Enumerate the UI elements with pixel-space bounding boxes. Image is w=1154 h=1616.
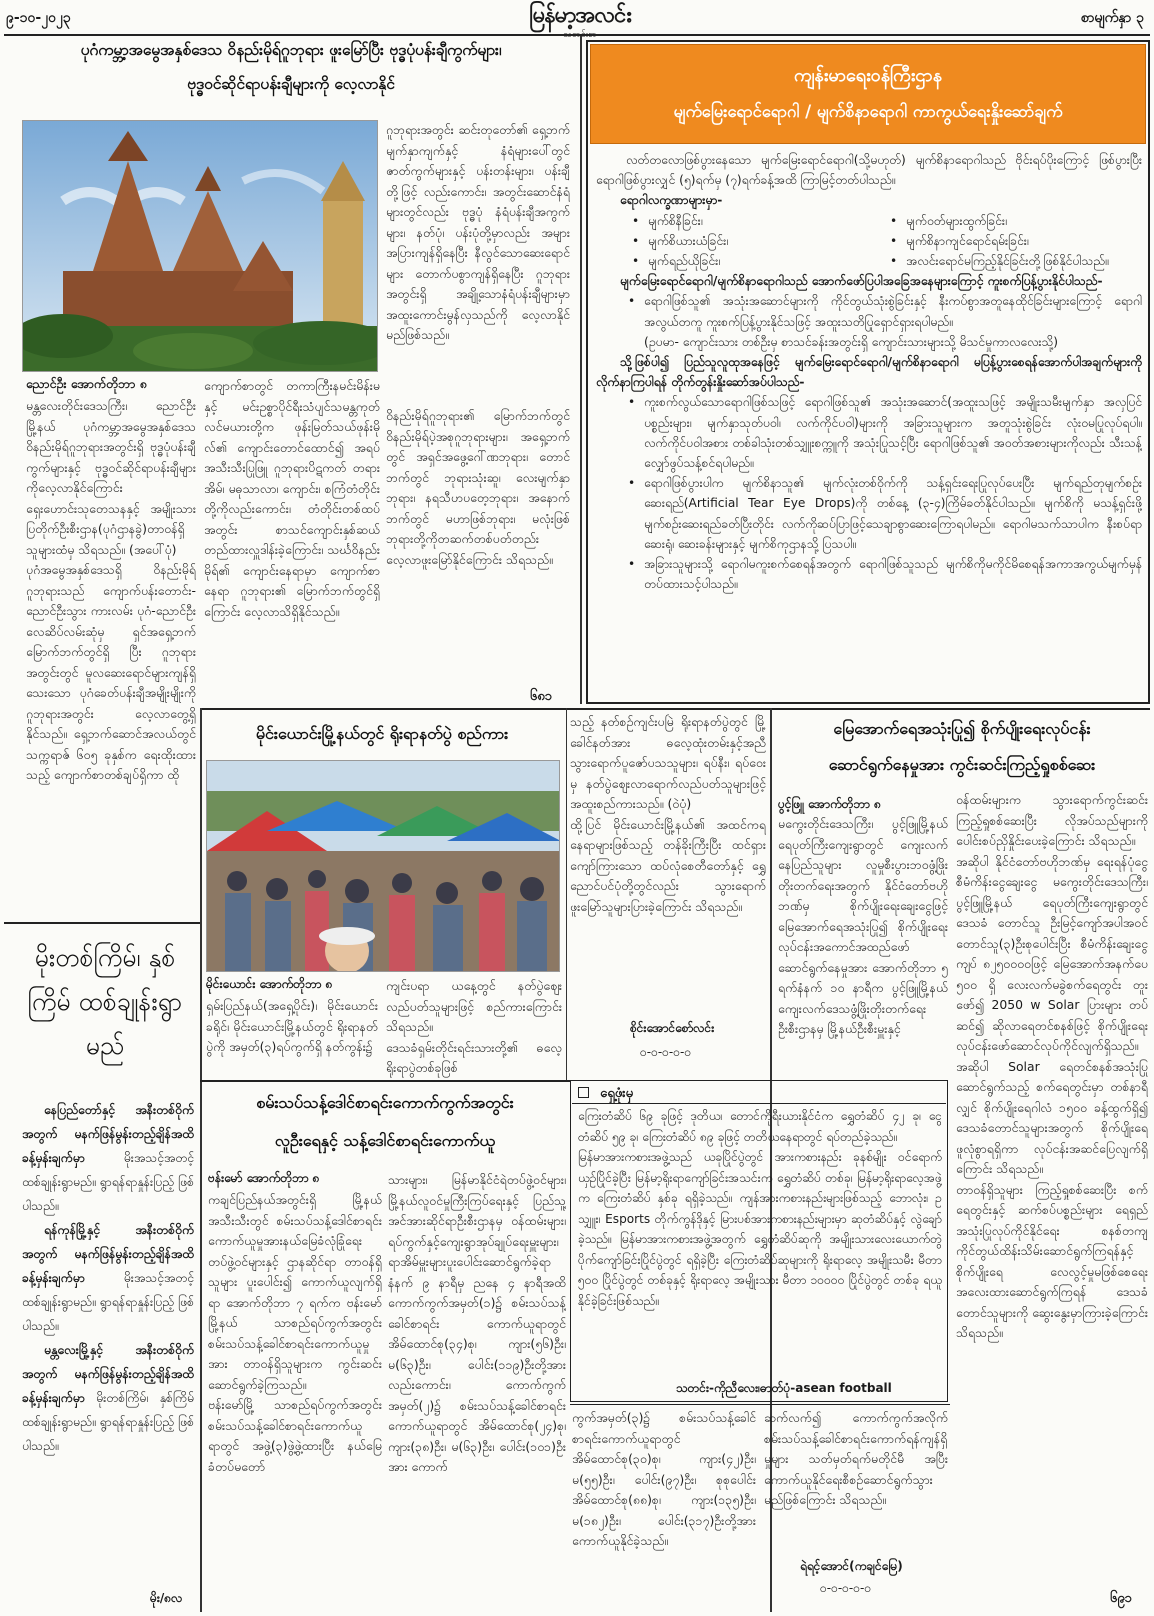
census-col-1: သားများ၊ မြန်မာနိုင်ငံရဲတပ်ဖွဲ့ဝင်များ၊ မြို့နယ်လူဝင်မှုကြီးကြပ်ရေးနှင့် ပြည်သူ့အင်အားဆိုင်ရာဦးစီးဌာနမှ ဝန်ထမ်းများ၊ ရပ်ကွက်နှင့်ကျေးရွာအုပ်ချုပ်ရေးမှူးများ၊ ရာအိမ်မှူးများပူးပေါင်းဆောင်ရွက်ခဲ့ရာ နံနက် ၉ နာရီမှ ညနေ ၄ နာရီအထိ ကောက်ကွက်အမှတ်(၁)၌ စမ်းသပ်သန့်ခေါင်စာရင်း ကောက်ယူရာတွင် အိမ်ထောင်စု(၃၄)စု၊ ကျား(၅၆)ဦး၊ မ(၆၃)ဦး၊ ပေါင်း(၁၁၉)ဦးတို့အား လည်းကောင်း၊ ကောက်ကွက်အမှတ်(၂)၌ စမ်းသပ်သန့်ခေါင်စာရင်းကောက်ယူရာတွင် အိမ်ထောင်စု(၂၄)စု၊ ကျား(၃၈)ဦး၊ မ(၆၃)ဦး၊ ပေါင်း(၁၀၁)ဦးအား ကောက် [388,1172,566,1474]
weather-p2: မိုးအသင့်အတင့် ထစ်ချုန်းရွာမည်။ ရွာရန်ရာနှုန်းပြည့် ဖြစ်ပါသည်။ [22,1271,194,1333]
symptoms-title: ရောဂါလက္ခဏာများမှာ- [620,193,723,208]
census-headline-2: လူဦးရေနှင့် သန့်ဒေါင်စာရင်းကောက်ယူ [274,1131,496,1150]
farm-byline: ပွင့်ဖြူ အောက်တိုဘာ ၈ [778,797,881,811]
sports-body: ကြေးတံဆိပ် ၆၉ ခုဖြင့် ဒုတိယ၊ တောင်ကိုရီးယားနိုင်ငံက ရွှေတံဆိပ် ၄၂ ခု၊ ငွေတံဆိပ် ၅၉ ခု၊ ကြေးတံဆိပ် ၈၉ ခုဖြင့် တတိယနေရာတွင် ရပ်တည်ခဲ့သည်။ မြန်မာအားကစားအဖွဲ့သည် ယခုပြိုင်ပွဲတွင် အားကစားနည်း ခုနစ်မျိုး ဝင်ရောက်ယှဉ်ပြိုင်ခဲ့ပြီး မြန်မာ့ရိုးရာကျော်ခြင်းအသင်းက ရွှေတံဆိပ် တစ်ခု၊ မြန်မာ့ရိုးရာလေ့အဖွဲ့က ကြေးတံဆိပ် နှစ်ခု ရရှိခဲ့သည်။ ကျန်အားကစားနည်းများဖြစ်သည့် ဘောလုံး၊ ဥသျှူး၊ Esports တိုက်ကွန်ဒိုနှင့် မြားပစ်အားကစားနည်းများမှာ ဆုတံဆိပ်နှင့် လွဲချော်ခဲ့သည်။ မြန်မာအားကစားအဖွဲ့အတွက် ရွှေတံဆိပ်ဆုကို အမျိုးသားလေးယောက်တွဲ ပိုက်ကျော်ခြင်းပြိုင်ပွဲတွင် ရရှိခဲ့ပြီး ကြေးတံဆိပ်ဆုများကို ရိုးရာလေ့ အမျိုးသမီး မီတာ ၅၀၀ ပြိုင်ပွဲတွင် တစ်ခုနှင့် ရိုးရာလေ့ အမျိုးသား မီတာ ၁၀၀၀၀ ပြိုင်ပွဲတွင် တစ်ခု ရယူနိုင်ခဲ့ခြင်းဖြစ်သည်။ [578,1109,942,1308]
market-col-1: ကျင်းပရာ ယနေ့တွင် နတ်ပွဲဈေးလည်ပတ်သူများဖြင့် စည်ကားကြောင်း သိရသည်။ ဒေသခံရှမ်းတိုင်းရင်းသားတို့၏ ဓလေ့ရိုးရာပွဲတစ်ခုဖြစ် [386,978,562,1075]
page-number: စာမျက်နှာ ၃ [1080,10,1144,26]
bagan-col-1: ကျောက်စာတွင် တကာကြီးနမင်းမိန်းမနှင့် မင်းဥစ္စာပိုင်ရီးသံပျင်သမန္တကုတ်လင်မယားတို့က ဖုန်းမြတ်သယ်ဖုန်းမိုလ်၏ ကျောင်းတောင်ထောင်၍ အရပ်အသီးသီးပြုဖြူ ဂူဘုရားပိဋကတ် တရားအိမ်၊ မဓုသာလာ၊ ကျောင်း၊ စကြံတံတိုင်းတို့ကိုလည်းကောင်း၊ တံတိုင်းတစ်ထပ်အတွင်း စာသင်ကျောင်းနှစ်ဆယ် တည်ထားလှူဒါန်းခဲ့ကြောင်း၊ သင်္ဃဝိနည်းမိုရ်၏ ကျောင်းနေရာမှာ ကျောက်စာနေရာ ဂူဘုရား၏ မြောက်ဘက်တွင်ရှိကြောင်း လေ့လာသိရှိနိုင်သည်။ [204,378,380,619]
symptom-item: • မျက်ရည်ယိုခြင်း၊ [626,251,884,271]
prevent-item: • ရောဂါဖြစ်ပွားပါက မျက်စိနာသူ၏ မျက်လုံးတစ်ဝိုက်ကို သန့်ရှင်းရေးပြုလုပ်ပေးပြီး မျက်ရည်တုမျက်စဉ်း ဆေးရည်(Artificial Tear Eye Drops)ကို တစ်နေ့ (၃-၄)ကြိမ်ခတ်နိုင်ပါသည်။ မျက်စိကို မသန့်ရှင်းဖို့ မျက်စဉ်းဆေးရည်ခတ်ပြီးတိုင်း လက်ကိုဆပ်ပြာဖြင့်သေချာစွာဆေးကြောရပါမည်။ ရောဂါမသက်သာပါက နီးစပ်ရာဆေးရုံ၊ ဆေးခန်းများနှင့် မျက်စိကုဌာနသို့ ပြသပါ။ [622,473,1142,554]
prevent-lead: သို့ဖြစ်ပါ၍ ပြည်သူလူထုအနေဖြင့် မျက်မြေးရောင်ရောဂါ/မျက်စိနာရောဂါ မပြန့်ပွားစေရန်အောက်ပါအချက်များကို လိုက်နာကြပါရန် တိုက်တွန်းနှိုးဆော်အပ်ပါသည်- [596,355,1142,390]
page-signature: ၆၉၁ [1110,1591,1132,1606]
symptom-item: • မျက်စိနီခြင်း၊ [626,211,884,231]
checkbox-icon [578,1087,589,1098]
symptoms-grid [596,211,1142,272]
census-split-rule [570,1404,950,1405]
health-banner [590,44,1146,144]
bagan-temple-photo [22,120,378,372]
masthead-title: မြန်မာ့အလင်း [529,2,631,28]
market-end-mark: ၀-၀-၀-၀-၀ [640,1045,692,1059]
bagan-headline-2: ဗုဒ္ဓဝင်ဆိုင်ရာပန်းချီများကို လေ့လာနိုင် [187,75,395,93]
divider-left-col [200,708,202,1612]
symptom-item: • အလင်းရောင်မကြည့်နိုင်ခြင်းတို့ဖြစ်နိုင်ပါသည်။ [884,251,1142,271]
health-intro [596,150,1142,700]
market-col-2: သည့် နတ်စဉ်ကျင်းပမြဲ ရိုးရာနတ်ပွဲတွင် မြို့ခေါင်နတ်အား ဓလေ့ထုံးတမ်းနှင့်အညီ သွားရောက်ပူဇော်ပသသူများ၊ ရပ်နီး၊ ရပ်ဝေးမှ နတ်ပွဲဈေးလာရောက်လည်ပတ်သူများဖြင့် အထူးစည်ကားသည်။ (ဝဲပုံ) ထို့ပြင် မိုင်းယောင်းမြို့နယ်၏ အထင်ကရနေရာများဖြစ်သည့် တန်ခိုးကြီးပြီး ထင်ရှားကျော်ကြားသော ထပ်လုံစေတီတော်နှင့် ရွှေညောင်ပင်ပုံတို့တွင်လည်း သွားရောက် ဖူးမြော်သူများပြားခဲ့ကြောင်း သိရသည်။ [570,714,766,914]
temple-image [23,121,378,372]
sports-signature: သတင်း-ကိုညီလေး၊ဓာတ်ပုံ-asean football [676,1381,892,1395]
census-col-3: ဆက်လက်၍ ကောက်ကွက်အလိုက် စမ်းသပ်သန့်ခေါင်စာရင်းကောက်ရန်ကျန်ရှိမှုများ သတ်မှတ်ရက်မတိုင်မီ အပြီးကောက်ယူနိုင်ရေးစီစဉ်ဆောင်ရွက်သွားမည်ဖြစ်ကြောင်း သိရသည်။ [764,1410,948,1507]
census-top-rule [200,1080,570,1082]
health-intro-text: လတ်တလောဖြစ်ပွားနေသော မျက်မြေးရောင်ရောဂါ(သို့မဟုတ်) မျက်စိနာရောဂါသည် ဗိုင်းရပ်ပိုးကြောင့် ဖြစ်ပွားပြီး ရောဂါဖြစ်ပွားလျှင် (၅)ရက်မှ (၇)ရက်ခန့်အထိ ကြာမြင့်တတ်ပါသည်။ [596,153,1142,188]
symptom-item: • မျက်ဝတ်များထွက်ခြင်း၊ [884,211,1142,231]
census-col-0: ကချင်ပြည်နယ်အတွင်းရှိ မြို့နယ်အသီးသီးတွင် စမ်းသပ်သန့်ဒေါင်စာရင်းကောက်ယူမှုအားနယ်မြေခံလုံခြုံရေးတပ်ဖွဲ့ဝင်များနှင့် ဌာနဆိုင်ရာ တာဝန်ရှိသူများ ပူးပေါင်း၍ ကောက်ယူလျက်ရှိရာ အောက်တိုဘာ ၇ ရက်က ဗန်းမော်မြို့နယ် သာစည်ရပ်ကွက်အတွင်း စမ်းသပ်သန့်ခေါင်စာရင်းကောက်ယူမှုအား တာဝန်ရှိသူများက ကွင်းဆင်းဆောင်ရွက်ခဲ့ကြသည်။ ဗန်းမော်မြို့ သာစည်ရပ်ကွက်အတွင်း စမ်းသပ်သန့်ခေါင်စာရင်းကောက်ယူရာတွင် အဖွဲ့(၃)ဖွဲ့ဖွဲ့ထားပြီး နယ်မြေခံတပ်မတော် [208,1192,382,1474]
census-headline-1: စမ်းသပ်သန့်ဒေါင်စာရင်းကောက်ကွက်အတွင်း [256,1093,514,1112]
symptom-item: • မျက်စိနာကျင်ရောင်ရမ်းခြင်း၊ [884,231,1142,251]
weather-headline: မိုးတစ်ကြိမ်၊ နှစ်ကြိမ် ထစ်ချုန်းရွာမည် [27,943,183,1060]
bagan-col-right-top: ဂူဘုရားအတွင်း ဆင်းတုတော်၏ ရှေ့ဘက်မျက်နှာကျက်နှင့် နံရံများပေါ်တွင် ဇာတ်ကွက်များနှင့် ပန်းတန်းများ၊ ပန်းချီတို့ဖြင့် လည်းကောင်း၊ အတွင်းဆောင်နံရံများတွင်လည်း ဗုဒ္ဓပုံ နံရံပန်းချီအကွက်များ၊ နတ်ပုံ၊ ပန်းပုံတို့မှာလည်း အများအပြားကျန်ရှိနေပြီး နီလွင်သောဆေးရောင်များ တောက်ပစွာကျန်ရှိနေပြီး ဂူဘုရားအတွင်းရှိ အချို့သောနံရံပန်းချီများမှာ အထူးကောင်းမွန်လှသည်ကို လေ့လာနိုင်မည်ဖြစ်သည်။ [386,122,570,342]
census-col-2: ကွက်အမှတ်(၃)၌ စမ်းသပ်သန့်ခေါင်စာရင်းကောက်ယူရာတွင် အိမ်ထောင်စု(၃၀)စု၊ ကျား(၄၂)ဦး၊ မ(၅၅)ဦး၊ ပေါင်း(၉၇)ဦး၊ စုစုပေါင်း အိမ်ထောင်စု(၈၈)စု၊ ကျား(၁၃၅)ဦး၊ မ(၁၈၂)ဦး၊ ပေါင်း(၃၁၇)ဦးတို့အား ကောက်ယူနိုင်ခဲ့သည်။ [572,1410,756,1548]
divider-mid [200,708,1150,710]
market-col-0: ရှမ်းပြည်နယ်(အရှေ့ပိုင်း)၊ မိုင်းယောင်းခရိုင်၊ မိုင်းယောင်းမြို့နယ်တွင် ရိုးရာနတ်ပွဲကို အမှတ်(၃)ရပ်ကွက်ရှိ နတ်ကွန်း၌ [206,998,378,1054]
bagan-col-2: ဝိနည်းမိုရ်ဂူဘုရား၏ မြောက်ဘက်တွင် ဝိနည်းမိုရ်ပဲ့အစုဂူဘုရားများ၊ အရှေ့ဘက်တွင် အရှင်အဖွေ့ဂေါ်ဏဘုရား၊ တောင်ဘက်တွင် ဘုရားသုံးဆူ၊ လေးမျက်နှာဘုရား၊ နရသီဟပတေ့ဘုရား၊ အနောက်ဘက်တွင် မဟာဖြစ်ဘုရား၊ မလုံးဖြစ်ဘုရားတို့ကိုတဆက်တစ်ပတ်တည်း လေ့လာဖူးမြော်နိုင်ကြောင်း သိရသည်။ [386,408,570,567]
weather-p1-lead: နေပြည်တော်နှင့် အနီးတစ်ဝိုက်အတွက် မနက်ဖြန်မွန်းတည့်ချိန်အထိ ခန့်မှန်းချက်မှာ [22,1103,194,1165]
farm-end-mark: ၀-၀-၀-၀-၀ [820,1581,872,1595]
weather-p2-lead: ရန်ကုန်မြို့နှင့် အနီးတစ်ဝိုက်အတွက် မနက်ဖြန်မွန်းတည့်ချိန်အထိ ခန့်မှန်းချက်မှာ [22,1223,194,1285]
divider-market [566,708,567,1080]
farm-headline-1: မြေအောက်ရေအသုံးပြု၍ စိုက်ပျိုးရေးလုပ်ငန်း [833,719,1091,738]
bagan-col-0: မန္တလေးတိုင်းဒေသကြီး၊ ညောင်ဦးမြို့နယ် ပုဂံကမ္ဘာ့အမွေအနှစ်ဒေသ ဝိနည်းမိုရ်ဂူဘုရားအတွင်းရှိ ဗုဒ္ဓပုံပန်းချီကွက်များနှင့် ဗုဒ္ဓဝင်ဆိုင်ရာပန်းချီများကိုလေ့လာနိုင်ကြောင်း ရှေးဟောင်းသုတေသနနှင့် အမျိုးသားပြတိုက်ဦးစီးဌာန(ပုဂံဌာနခွဲ)တာဝန်ရှိသူများထံမှ သိရသည်။ (အပေါ်ပုံ) ပုဂံအမွေအနှစ်ဒေသရှိ ဝိနည်းမိုရ်ဂူဘုရားသည် ကျောက်ပန်းတောင်း-ညောင်ဦးသွား ကားလမ်း ပုဂံ-ညောင်ဦးလေဆိပ်လမ်းဆုံမှ ရှင်အရှေ့ဘက်မြောက်ဘက်တွင်ရှိ ပြီး ဂူဘုရားအတွင်းတွင် မူလဆေးရောင်များကျန်ရှိသေးသော ပုဂံခေတ်ပန်းချီအမျိုးမျိုးကို ဂူဘုရားအတွင်း လေ့လာတွေ့ရှိနိုင်သည်။ ရှေ့ဘက်ဆောင်အလယ်တွင် သက္ကရာဇ် ၆၀၅ ခုနှစ်က ရေးထိုးထားသည့် ကျောက်စာတစ်ချပ်ရှိကာ ထို [26,398,196,782]
weather-p3: မိုးတစ်ကြိမ်၊ နှစ်ကြိမ် ထစ်ချုန်းရွာမည်။ ရွာရန်ရာနှုန်းပြည့် ဖြစ်ပါသည်။ [22,1391,194,1453]
farm-signature: ရဲရင့်အောင်(ကချင်မြေ) [800,1559,903,1573]
weather-p3-lead: မန္တလေးမြို့နှင့် အနီးတစ်ဝိုက်အတွက် မနက်ဖြန်မွန်းတည့်ချိန်အထိ ခန့်မှန်းချက်မှာ [22,1343,194,1405]
festival-crowd-image [207,761,560,972]
symptom-item: • မျက်စိယားယံခြင်း၊ [626,231,884,251]
bagan-signature: ၆၈၁ [530,689,553,704]
spread-lead: မျက်မြေးရောင်ရောဂါ/မျက်စိနာရောဂါသည် အောက်ဖော်ပြပါအခြေအနေများကြောင့် ကူးစက်ပြန့်ပွားနိုင်ပါသည်- [620,274,1103,289]
header-rule [4,34,1150,36]
bagan-headline-1: ပုဂံကမ္ဘာ့အမွေအနှစ်ဒေသ ဝိနည်းမိုရ်ဂူဘုရား ဖူးမြော်ပြီး ဗုဒ္ဓပုံပန်းချီကွက်များ၊ [80,41,502,59]
weather-top-rule [4,922,200,924]
weather-body [22,1098,194,1598]
market-byline: မိုင်းယောင်း အောက်တိုဘာ ၈ [206,977,333,991]
health-banner-ministry: ကျန်းမာရေးဝန်ကြီးဌာန [793,65,943,86]
header-date: ၉-၁၀-၂၀၂၃ [6,10,71,26]
farm-col-0: မကွေးတိုင်းဒေသကြီး၊ ပွင့်ဖြူမြို့နယ် ရေပုတ်ကြီးကျေးရွာတွင် ကျေးလက်နေပြည်သူများ လူမှုစီးပွားဘဝဖွံ့ဖြိုးတိုးတက်ရေးအတွက် နိုင်ငံတော်ဗဟိုဘဏ်မှ စိုက်ပျိုးရေးချေးငွေဖြင့် မြေအောက်ရေအသုံးပြု၍ စိုက်ပျိုးရေးလုပ်ငန်းအကောင်အထည်ဖော်ဆောင်ရွက်နေမှုအား အောက်တိုဘာ ၅ ရက်နံနက် ၁၀ နာရီက ပွင့်ဖြူမြို့နယ်ကျေးလက်ဒေသဖွံ့ဖြိုးတိုးတက်ရေးဦးစီးဌာနမှ မြို့နယ်ဦးစီးမှူးနှင့် [778,816,948,1036]
spread-example: (ဥပမာ- ကျောင်းသား တစ်ဦးမှ စာသင်ခန်းအတွင်းရှိ ကျောင်းသားများသို့ မိသင်မှုကာလလေးသို့) [644,334,1059,349]
weather-signature: မိုး/၈လ [150,1591,183,1605]
prevent-item: • ကူးစက်လွယ်သောရောဂါဖြစ်သဖြင့် ရောဂါဖြစ်သူ၏ အသုံးအဆောင်(အထူးသဖြင့် အမျိုးသမီးမျက်နှာ အလှပြင်ပစ္စည်းများ၊ မျက်နှာသုတ်ပဝါ၊ လက်ကိုင်ပဝါ)များကို အခြားသူများက အတူသုံးစွဲခြင်း လုံးဝမပြုလုပ်ရပါ။ လက်ကိုင်ပဝါအစား တစ်ခါသုံးတစ်သျှူးစက္ကူကို အသုံးပြုသင့်ပြီး ရောဂါဖြစ်သူ၏ အဝတ်အစားများကိုလည်း သီးသန့်လျှော်ဖွပ်သန့်စင်ရပါမည်။ [622,392,1142,473]
sports-box-header [572,1082,946,1104]
weather-p1: မိုးအသင့်အတင့် ထစ်ချုန်းရွာမည်။ ရွာရန်ရာနှုန်းပြည့် ဖြစ်ပါသည်။ [22,1151,194,1213]
divider-mid-top [580,36,582,704]
census-byline: ဗန်းမော် အောက်တိုဘာ ၈ [208,1171,320,1185]
spread-item: • ရောဂါဖြစ်သူ၏ အသုံးအဆောင်များကို ကိုင်တွယ်သုံးစွဲခြင်းနှင့် နီးကပ်စွာအတူနေထိုင်ခြင်းများကြောင့် ရောဂါအလွယ်တကူ ကူးစက်ပြန့်ပွားနိုင်သဖြင့် အထူးသတိပြုရှောင်ရှားရပါမည်။ [622,291,1142,331]
prevent-item: • အခြားသူများသို့ ရောဂါမကူးစက်စေရန်အတွက် ရောဂါဖြစ်သူသည် မျက်စိကိုမကိုင်မိစေရန်အကာအကွယ်မျက်မှန် တပ်ထားသင့်ပါသည်။ [622,554,1142,594]
sports-box-title: ရှေ့ဖုံးမှ [600,1086,634,1101]
bagan-byline: ညောင်ဦး အောက်တိုဘာ ၈ [26,376,147,391]
market-signature: စိုင်းအောင်စော်လင်း [630,1021,715,1035]
farm-col-1: ဝန်ထမ်းများက သွားရောက်ကွင်းဆင်းကြည့်ရှုစစ်ဆေးပြီး လိုအပ်သည်များကို ပေါင်းစပ်ညှိနှိုင်းပေးခဲ့ကြောင်း သိရသည်။ အဆိုပါ နိုင်ငံတော်ဗဟိုဘဏ်မှ ရေးရန်ပုံငွေစီမံကိန်းငွေချေးငွေ မကွေးတိုင်းဒေသကြီး၊ ပွင့်ဖြူမြို့နယ် ရေပုတ်ကြီးကျေးရွာတွင် ဒေသခံ တောင်သူ ဦးမြင့်ကျော်အပါအဝင် တောင်သူ(၃)ဦးစုပေါင်းပြီး စီမံကိန်းချေးငွေကျပ် ၈၂၅၀၀၀၀ဖြင့် မြေအောက်အနက်ပေ ၅၀၀ ရှိ လေးလက်မခွဲစက်ရေတွင်း တူးဖော်၍ 2050 w Solar ပြားများ တပ်ဆင်၍ ဆိုလာရေတင်စနစ်ဖြင့် စိုက်ပျိုးရေးလုပ်ငန်းဖော်ဆောင်လုပ်ကိုင်လျက်ရှိသည်။ အဆိုပါ Solar ရေတင်စနစ်အသုံးပြုဆောင်ရွက်သည့် စက်ရေတွင်းမှာ တစ်နာရီလျှင် စိုက်ပျိုးရေဂါလံ ၁၅၀၀ ခန့်ထွက်ရှိ၍ ဒေသခံတောင်သူများအတွက် စိုက်ပျိုးရေ ဖူလုံစွာရရှိကာ လုပ်ငန်းအဆင်ပြေလျက်ရှိကြောင်း သိရသည်။ တာဝန်ရှိသူများ ကြည့်ရှုစစ်ဆေးပြီး စက်ရေတွင်းနှင့် ဆက်စပ်ပစ္စည်းများ ရေရှည်အသုံးပြုလုပ်ကိုင်နိုင်ရေး စနစ်တကျကိုင်တွယ်ထိန်းသိမ်းဆောင်ရွက်ကြရန်နှင့် စိုက်ပျိုးရေ လေလွင့်မှုမဖြစ်စေရေး အလေးထားဆောင်ရွက်ကြရန် ဒေသခံတောင်သူများကို ဆွေးနွေးမှာကြားခဲ့ကြောင်း သိရသည်။ [956,792,1148,1340]
market-photo [206,760,560,972]
farm-headline-2: ဆောင်ရွက်နေမှုအား ကွင်းဆင်းကြည့်ရှုစစ်ဆေး [828,755,1096,774]
market-headline: မိုင်းယောင်းမြို့နယ်တွင် ရိုးရာနတ်ပွဲ စည်ကား [255,724,509,743]
health-banner-title: မျက်မြေးရောင်ရောဂါ / မျက်စိနာရောဂါ ကာကွယ်ရေးနှိုးဆော်ချက် [673,102,1063,121]
